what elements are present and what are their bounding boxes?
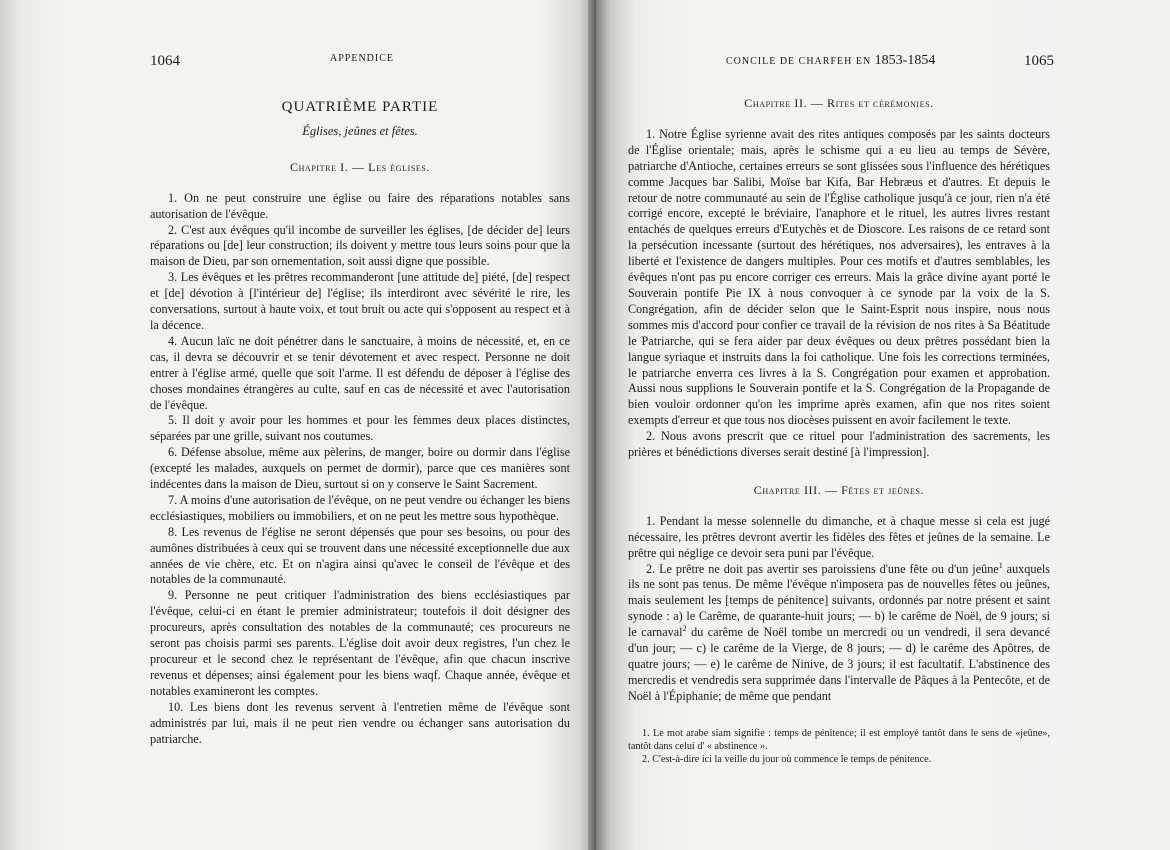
running-head-years: 1853-1854	[874, 53, 936, 68]
running-head	[726, 53, 935, 69]
paragraph: 1. Notre Église syrienne avait des rites antiques composés par les saints docteurs de l'Église orientale; mais, après le schisme qui a eu lieu au temps de Sévère, patriarche d'Antioche, certaines erreurs se sont glissées sous l'influence des hérétiques comme Jacques bar Salibi, Moïse bar Kifa, Bar Hebræus et d'autres. Et depuis le retour de notre communauté au sein de l'Église catholique jusqu'à ce jour, rien n'a été corrigé encore, excepté le bréviaire, l'anaphore et le rituel, les autres livres restant entachés de quelques erreurs d'Eutychès et de Dioscore. Les raisons de ce retard sont la persécution incessante (surtout des hérétiques, nos adversaires), les entraves à la liberté et l'existence de dangers multiples. Pour ces motifs et d'autres semblables, les évêques n'ont pas pu encore corriger ces erreurs. Mais la grâce divine ayant porté le Souverain pontife Pie IX à nous convoquer à ce synode par la voix de la S. Congrégation, afin de décider selon que le Saint-Esprit nous inspire, nous nous sommes mis d'accord pour confier ce travail de la révision de nos rites à Sa Béatitude le Patriarche, qui se fera aider par deux évêques ou deux prêtres possédant bien la langue syriaque et instruits dans la foi catholique. Une fois les corrections terminées, le patriarche enverra ces livres à la S. Congrégation pour examen et approbation. Aussi nous supplions le Souverain pontife et la S. Congrégation de la Propagande de bien vouloir ordonner qu'on les imprime après examen, afin que nos rites soient exempts d'erreur et que tous nos diocèses puissent en avoir facilement le texte.	[628, 126, 1050, 428]
paragraph: 6. Défense absolue, même aux pèlerins, de manger, boire ou dormir dans l'église (excepté les malades, auxquels on permet de dormir), parce que ces manières sont indécentes dans la maison de Dieu, surtout si on y conserve le Saint Sacrement.	[150, 445, 570, 492]
page-number: 1064	[150, 53, 180, 69]
paragraph-part: du carême de Noël tombe un mercredi ou un vendredi, il sera devancé d'un jour; — c) le carême de la Vierge, de 8 jours; — d) le carême des Apôtres, de quatre jours; — e) le carême de Ninive, de 3 jours; il est facultatif. L'abstinence des mercredis et vendredis sera supprimée dans l'intervalle de Pâques à la Pentecôte, et de Noël à l'Épiphanie; de même que pendant	[628, 625, 1050, 703]
chapter-title: Chapitre II. — Rites et cérémonies.	[744, 96, 934, 110]
footnote-ref: 2	[682, 624, 687, 634]
running-head: APPENDICE	[330, 53, 395, 64]
part-subtitle: Églises, jeûnes et fêtes.	[302, 123, 418, 138]
right-page	[596, 0, 1170, 850]
footnote-ref: 1	[998, 560, 1003, 570]
paragraph: 10. Les biens dont les revenus servent à l'entretien même de l'évêque sont administrés par lui, mais il ne peut rien vendre ou échanger sans autorisation du patriarche.	[150, 699, 570, 746]
footnote: 2. C'est-à-dire ici la veille du jour où commence le temps de pénitence.	[642, 753, 932, 765]
paragraph: 1. On ne peut construire une église ou faire des réparations notables sans autorisation de l'évêque.	[150, 190, 570, 221]
paragraph: 4. Aucun laïc ne doit pénétrer dans le sanctuaire, à moins de nécessité, et, en ce cas, il devra se découvrir et se tenir dévotement et avec respect. Personne ne doit entrer à l'église armé, quelle que soit l'arme. Il est défendu de déposer à l'église des choses mondaines étrangères au culte, sauf en cas de nécessité et avec l'autorisation de l'évêque.	[150, 333, 570, 412]
right-text-block	[628, 96, 1050, 766]
paragraph	[628, 562, 1050, 705]
paragraph: 2. Nous avons prescrit que ce rituel pour l'administration des sacrements, les prières et bénédictions diverses serait destiné [à l'impression].	[628, 429, 1050, 460]
paragraph: 3. Les évêques et les prêtres recommanderont [une attitude de] piété, [de] respect et [de] dévotion à [l'intérieur de] l'église; ils interdiront avec sévérité le rire, les conversations, surtout à haute voix, et tout bruit ou acte qui s'opposent au respect et à la décence.	[150, 270, 570, 332]
page-number: 1065	[1024, 53, 1054, 69]
paragraph: 9. Personne ne peut critiquer l'administration des biens ecclésiastiques par l'évêque, celui-ci en étant le premier administrateur; toutefois il doit désigner des procureurs, après consultation des notables de la communauté; ces procureurs ne seront pas choisis parmi ses parents. L'église doit avoir deux registres, l'un chez le procureur et le second chez le représentant de l'évêque, afin que chacun inscrive revenus et dépenses; ainsi également pour les biens waqf. Chaque année, évêque et notables examineront les comptes.	[150, 588, 570, 698]
chapter-title: Chapitre III. — Fêtes et jeûnes.	[753, 482, 925, 497]
paragraph: 5. Il doit y avoir pour les hommes et pour les femmes deux places distinctes, séparées par une grille, suivant nos coutumes.	[150, 413, 570, 444]
paragraph-part: 2. Le prêtre ne doit pas avertir ses paroissiens d'une fête ou d'un jeûne	[646, 561, 999, 576]
paragraph: 1. Pendant la messe solennelle du dimanche, et à chaque messe si cela est jugé nécessaire, les prêtres devront avertir les fidèles des fêtes et jeûnes de la semaine. Le prêtre qui néglige ce devoir sera puni par l'évêque.	[628, 513, 1050, 560]
running-head-text: CONCILE DE CHARFEH EN	[726, 56, 872, 67]
paragraph: 2. C'est aux évêques qu'il incombe de surveiller les églises, [de décider de] leurs réparations ou [de] leur construction; ils doivent y mettre tous leurs soins pour que la maison de Dieu, par son ornementation, soit aussi digne que possible.	[150, 222, 570, 269]
paragraph-part: auxquels ils ne sont pas tenus. De même l'évêque n'imposera pas de nouvelles fêtes ou jeûnes, mais seulement les [temps de pénitence] suivants, ordonnés par notre présent et saint synode : a) le Carême, de quarante-huit jours; — b) le carême de Noël, de 9 jours; si le carnaval	[628, 561, 1051, 640]
paragraph: 8. Les revenus de l'église ne seront dépensés que pour ses besoins, ou pour des aumônes distribuées à ceux qui se trouvent dans une nécessité exceptionnelle due aux années de vie chère, etc. Et on n'agira ainsi qu'avec le conseil de l'évêque et des notables de la communauté.	[150, 524, 570, 587]
footnotes	[628, 727, 1050, 766]
part-title: QUATRIÈME PARTIE	[281, 99, 439, 115]
left-text-block	[150, 100, 570, 747]
paragraph: 7. A moins d'une autorisation de l'évêque, on ne peut vendre ou échanger les biens ecclésiastiques, mobiliers ou immobiliers, et on ne peut les mettre sous hypothèque.	[150, 492, 570, 523]
footnote: 1. Le mot arabe siam signifie : temps de pénitence; il est employé tantôt dans le sens de «jeûne», tantôt dans celui d' « abstinence ».	[628, 727, 1050, 752]
chapter-title: Chapitre I. — Les églises.	[289, 159, 431, 174]
